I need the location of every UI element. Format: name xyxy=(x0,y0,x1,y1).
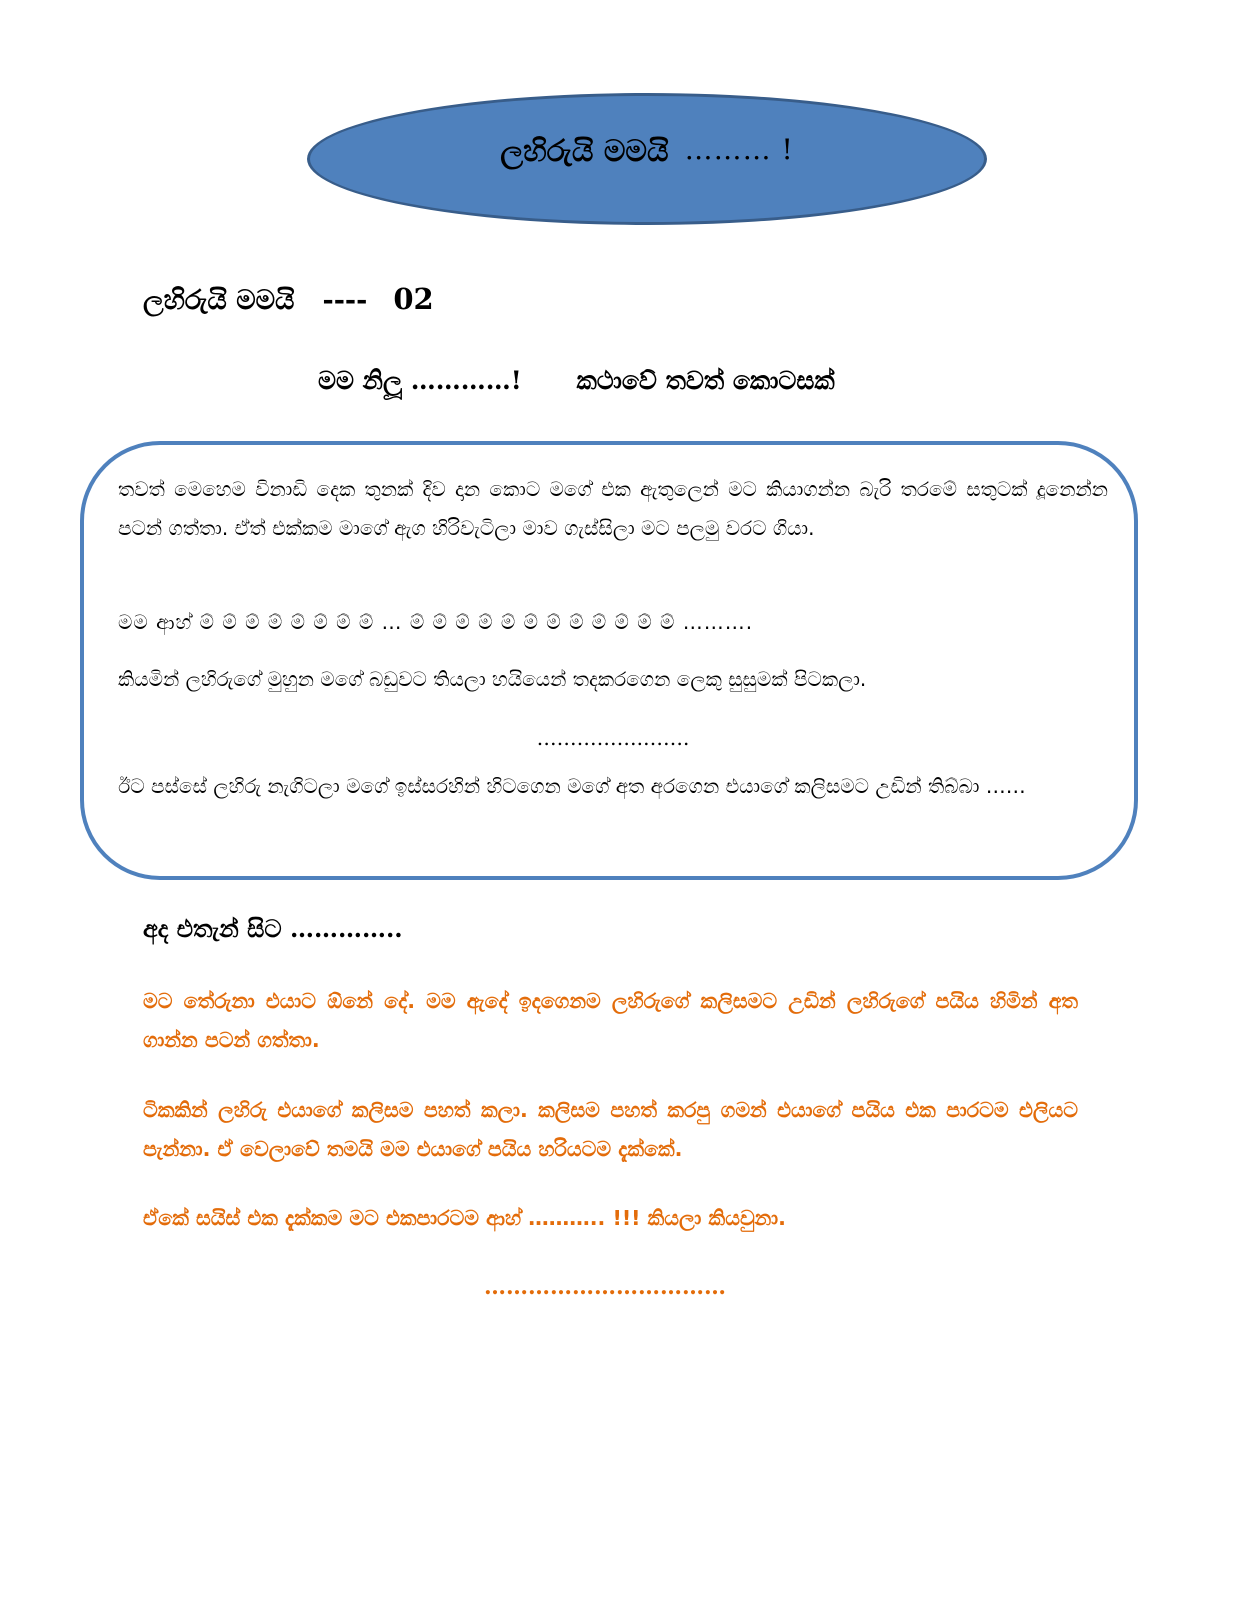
story-paragraph-3: කියමින් ලහිරුගේ මුහුන මගේ බඩුවට තියලා හයියෙන් තදකරගෙන ලෙකු සුසුමක් පිටකලා. xyxy=(118,667,867,691)
part-label: ලහිරුයි මමයි xyxy=(143,285,295,316)
part-number: 02 xyxy=(393,282,434,316)
section-heading-dots: ………….. xyxy=(289,914,403,943)
orange-paragraph-3: ඒකේ සයිස් එක දැක්කම මට එකපාරටම ආහ් ……….. !!! කියලා කියවුනා. xyxy=(143,1206,786,1230)
subtitle-rest: කථාවේ තවත් කොටසක් xyxy=(576,366,835,395)
section-heading-text: අද එතැන් සිට xyxy=(143,915,282,943)
end-dots: …………………………… xyxy=(484,1274,726,1300)
subtitle-dots: …………! xyxy=(410,366,522,395)
title-text: ලහිරුයි මමයි xyxy=(500,133,669,169)
subtitle-start: මම නිලූ xyxy=(318,366,403,395)
part-heading xyxy=(143,282,434,317)
story-divider-dots: …………….……. xyxy=(536,726,690,750)
story-paragraph-2: මම ආහ් ම් ම් ම් ම් ම් ම් ම් ම් … ම් ම් ම් ම් ම් ම් ම් ම් ම් ම් ම් ම් ………. xyxy=(118,610,754,634)
section-heading xyxy=(143,914,403,943)
title-oval xyxy=(307,93,987,225)
part-separator: ---- xyxy=(322,285,368,316)
subtitle xyxy=(318,366,835,396)
story-paragraph-1: තවත් මෙහෙම විනාඩි දෙක තුනක් දිව දාන කොට මගේ එක ඇතුලෙන් මට කියාගන්න බැරි තරමේ සතුටක් දූනෙන්න පටන් ගත්තා. ඒත් එක්කම මාගේ ඇග හිරිවැටිලා මාව ගැස්සිලා මට පලමු වරට ගියා. xyxy=(118,477,1108,540)
story-paragraph-5: ඊට පස්සේ ලහිරු නැගිටලා මගේ ඉස්සරහින් හිටගෙන මගේ අත අරගෙන එයාගේ කලිසමට උඩින් තිබ්බා …… xyxy=(118,774,1026,798)
orange-paragraph-1: මට තේරුනා එයාට ඕනේ දේ. මම ඇදේ ඉදගෙනම ලහිරුගේ කලිසමට උඩින් ලහිරුගේ පයිය හිමින් අත ගාන්න පටන් ගත්තා. xyxy=(143,989,1078,1052)
title-dots: ……… ! xyxy=(684,132,794,166)
orange-paragraph-2: ටිකකින් ලහිරු එයාගේ කලිසම පහත් කලා. කලිසම පහත් කරපු ගමන් එයාගේ පයිය එක පාරටම එලියට පැන්නා. ඒ වෙලාවේ තමයි මම එයාගේ පයිය හරියටම දැක්කේ. xyxy=(143,1098,1078,1161)
